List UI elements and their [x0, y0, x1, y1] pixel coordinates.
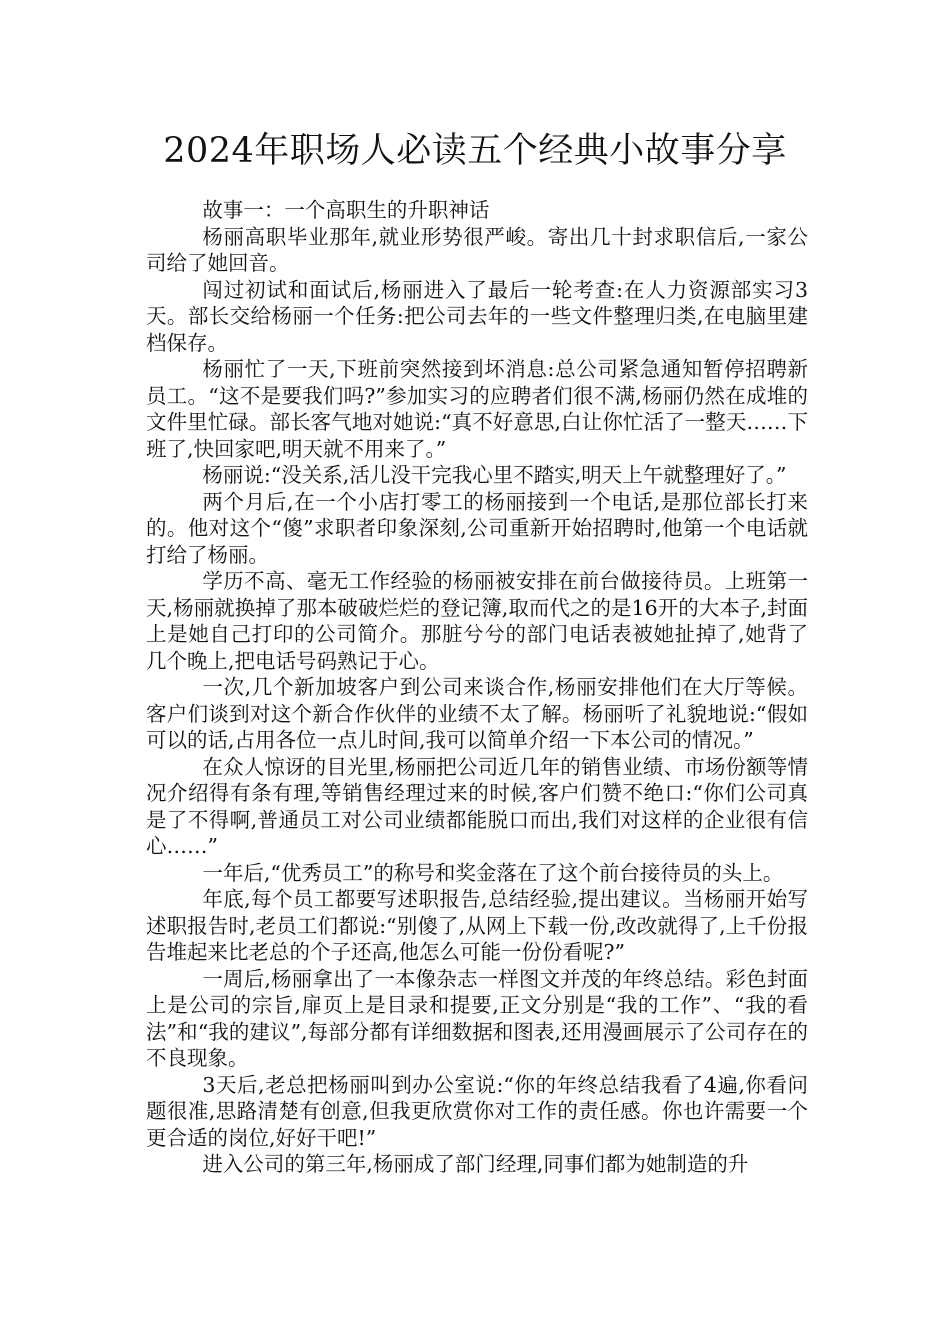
document-title: 2024年职场人必读五个经典小故事分享 — [163, 131, 787, 171]
paragraph: 杨丽说:“没关系,活儿没干完我心里不踏实,明天上午就整理好了。” — [202, 463, 787, 487]
paragraph: 一周后,杨丽拿出了一本像杂志一样图文并茂的年终总结。彩色封面上是公司的宗旨,扉页上是目录和提要,正文分别是“我的工作”、“我的看法”和“我的建议”,每部分都有详细数据和图表,还用漫画展示了公司存在的不良现象。 — [146, 966, 808, 1070]
paragraph: 在众人惊讶的目光里,杨丽把公司近几年的销售业绩、市场份额等情况介绍得有条有理,等销售经理过来的时候,客户们赞不绝口:“你们公司真是了不得啊,普通员工对公司业绩都能脱口而出,我们对这样的企业很有信心……” — [146, 754, 808, 858]
story-heading: 故事一：一个高职生的升职神话 — [202, 198, 490, 222]
paragraph: 杨丽忙了一天,下班前突然接到坏消息:总公司紧急通知暂停招聘新员工。“这不是要我们吗?”参加实习的应聘者们很不满,杨丽仍然在成堆的文件里忙碌。部长客气地对她说:“真不好意思,白让你忙活了一整天……下班了,快回家吧,明天就不用来了。” — [146, 357, 808, 461]
paragraph: 学历不高、毫无工作经验的杨丽被安排在前台做接待员。上班第一天,杨丽就换掉了那本破破烂烂的登记簿,取而代之的是16开的大本子,封面上是她自己打印的公司简介。那脏兮兮的部门电话表被她扯掉了,她背了几个晚上,把电话号码熟记于心。 — [146, 569, 808, 673]
paragraph: 进入公司的第三年,杨丽成了部门经理,同事们都为她制造的升 — [202, 1152, 749, 1176]
paragraph: 两个月后,在一个小店打零工的杨丽接到一个电话,是那位部长打来的。他对这个“傻”求职者印象深刻,公司重新开始招聘时,他第一个电话就打给了杨丽。 — [146, 489, 808, 567]
paragraph: 年底,每个员工都要写述职报告,总结经验,提出建议。当杨丽开始写述职报告时,老员工们都说:“别傻了,从网上下载一份,改改就得了,上千份报告堆起来比老总的个子还高,他怎么可能一份份看呢?” — [146, 887, 808, 964]
document-body — [146, 197, 808, 1178]
paragraph: 闯过初试和面试后,杨丽进入了最后一轮考查:在人力资源部实习3天。部长交给杨丽一个任务:把公司去年的一些文件整理归类,在电脑里建档保存。 — [146, 277, 808, 355]
paragraph: 一次,几个新加坡客户到公司来谈合作,杨丽安排他们在大厅等候。客户们谈到对这个新合作伙伴的业绩不太了解。杨丽听了礼貌地说:“假如可以的话,占用各位一点儿时间,我可以简单介绍一下本公司的情况。” — [146, 675, 808, 752]
paragraph: 杨丽高职毕业那年,就业形势很严峻。寄出几十封求职信后,一家公司给了她回音。 — [146, 224, 808, 275]
paragraph: 3天后,老总把杨丽叫到办公室说:“你的年终总结我看了4遍,你看问题很准,思路清楚有创意,但我更欣赏你对工作的责任感。你也许需要一个更合适的岗位,好好干吧!” — [146, 1072, 808, 1150]
paragraph: 一年后,“优秀员工”的称号和奖金落在了这个前台接待员的头上。 — [202, 860, 784, 885]
